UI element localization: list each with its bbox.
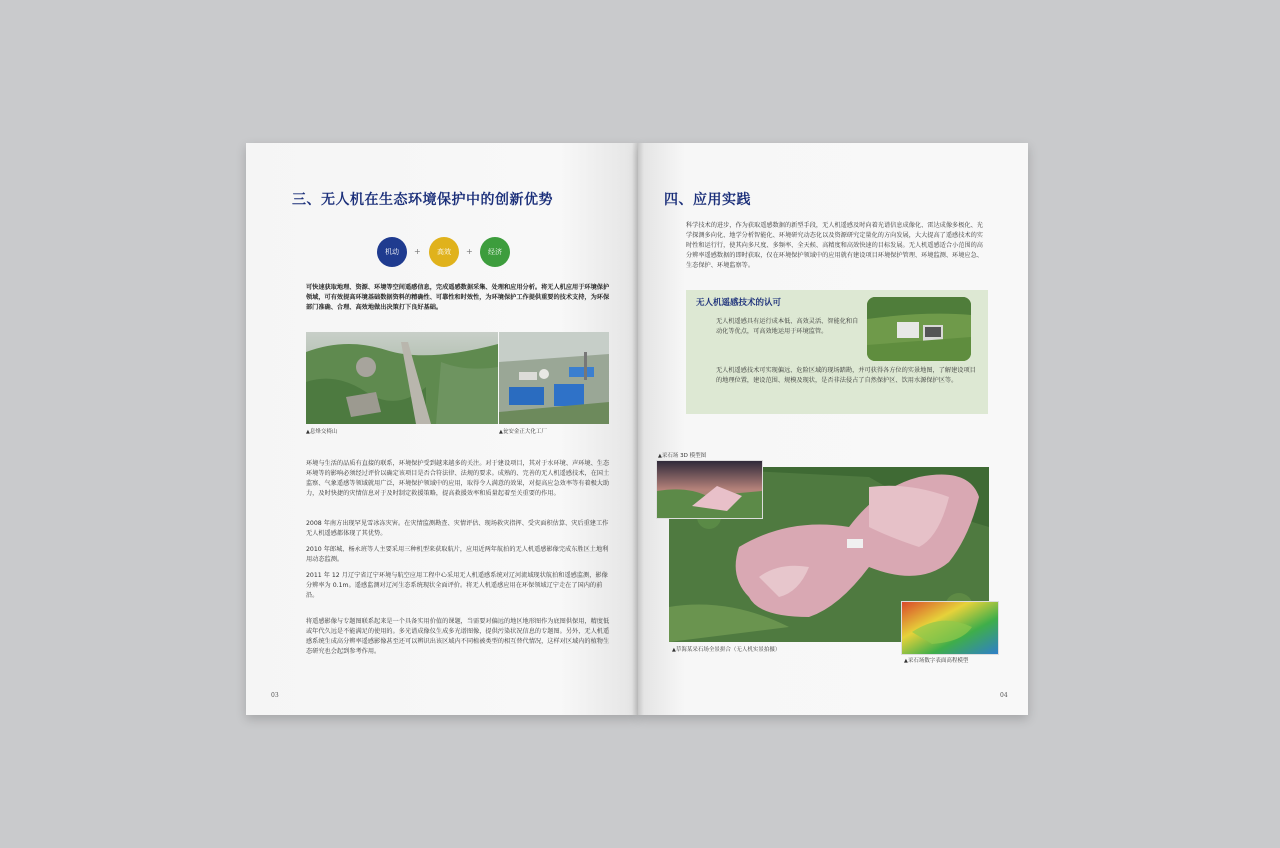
body-paragraph: 2011 年 12 月辽宁省辽宁环境与航空应用工程中心采用无人机遥感系统对辽河流域现状航拍和遥感监测，影像分辨率为 0.1m。遥感监测对辽河生态系统现状全面评价。将无人机遥感应用在环保领域辽宁走在了国内的前沿。 bbox=[306, 572, 608, 599]
plus-sign: + bbox=[414, 247, 421, 256]
building-aerial-photo bbox=[867, 297, 971, 361]
left-intro-text: 可快速获取地理、资源、环境等空间遥感信息，完成遥感数据采集、处理和应用分析。将无人机应用于环境保护领域，可有效提高环境基础数据资料的精确性、可靠性和时效性，为环境保护工作提供重要的技术支持，为环保部门准确、合理、高效地做出决策打下良好基础。 bbox=[306, 284, 610, 311]
page-number-right: 04 bbox=[1000, 692, 1008, 699]
plus-sign: + bbox=[466, 247, 473, 256]
aerial-photo-mountain bbox=[306, 332, 498, 424]
info-box-text: 无人机遥感具有运行成本低、高效灵活、智能化和自动化等优点，可高效地运用于环境监管。 bbox=[716, 318, 859, 335]
info-box bbox=[686, 290, 988, 414]
photo-caption-factory: ▲ 瓮安金正大化工厂 bbox=[499, 427, 547, 435]
quarry-dem-inset bbox=[901, 601, 999, 655]
left-page-title: 三、无人机在生态环境保护中的创新优势 bbox=[292, 192, 553, 208]
quarry-dem-caption: ▲ 采石场数字表面高程模型 bbox=[904, 656, 968, 664]
left-page bbox=[246, 143, 638, 715]
info-box-text: 无人机遥感技术可实现偏远、危险区域的现场踏勘，并可获得各方位的实景地图，了解建设项目的地理位置，建设范围、规模及现状，是否非法侵占了自然保护区、饮用水源保护区等。 bbox=[716, 367, 976, 384]
body-paragraph: 将遥感影像与专题图联系起来是一个具备实用价值的课题，当需要对偏远的地区地形图作为底图供保用，精度低或年代久远是不能满足的使用的。多光谱成像仪生成多光谱图像，提供污染状况信息的专题图。另外，无人机遥感系统生成高分辨率遥感影像甚至还可以辨识出该区域内不同植被类型的相互替代情况，这样对区域内的植物生态研究也会起到参考作用。 bbox=[306, 618, 610, 655]
quarry-panorama-caption: ▲ 草海某采石场全景拼合（无人机实景拍摄） bbox=[672, 645, 780, 653]
circle-economy: 经济 bbox=[480, 237, 510, 267]
body-paragraph: 2008 年南方出现罕见雪冰冻灾害。在灾情监测勘查、灾情评估、现场救灾指挥、受灾面积估算、灾后重建工作无人机遥感都体现了其优势。 bbox=[306, 520, 609, 537]
body-paragraph: 2010 年郎城、杨永班等人主要采用三种机型来获取航片，应用近两年航拍的无人机遥感影像完成东胜区土地利用动态监测。 bbox=[306, 546, 609, 563]
info-box-title: 无人机遥感技术的认可 bbox=[696, 298, 782, 308]
page-number-left: 03 bbox=[271, 692, 279, 699]
aerial-photo-factory bbox=[499, 332, 609, 424]
photo-caption-mountain: ▲ 息烽交椅山 bbox=[306, 427, 337, 435]
model-caption: ▲ 采石场 3D 模型图 bbox=[658, 451, 706, 459]
body-paragraph: 环境与生活的品质有直接的联系，环境保护受到越来越多的关注。对于建设项目，其对于水环境、声环境、生态环境等的影响必须经过评价以确定该项目是否合符法律、法规的要求。成熟的、完善的无人机遥感技术，在国土监察、气象遥感等领域就用广泛，环境保护领域中的应用，取得令人满意的效果，对提高应急效率等有着极大助力，及时快捷的灾情信息对于及时制定救援策略，提高救援效率和质量起着至关重要的作用。 bbox=[306, 460, 610, 497]
spine-shadow bbox=[632, 143, 644, 715]
circle-mobility: 机动 bbox=[377, 237, 407, 267]
right-intro-text: 科学技术的进步，作为获取遥感数据的新型手段，无人机遥感及时向着光谱信息成像化、雷达成像多极化、光学探测多向化、地学分析智能化、环境研究动态化以及资源研究定量化的方向发展，大大提高了遥感技术的实时性和运行行，使其向多尺度、多频率、全天候、高精度和高效快速的目标发展。无人机遥感适合小范围的高分辨率遥感数据的即时获取，仅在环境保护领域中的应用就有建设项目环境保护管理、环境监测、环境应急、生态保护、环境监察等。 bbox=[686, 222, 983, 269]
circle-efficiency: 高效 bbox=[429, 237, 459, 267]
quarry-3d-model-inset bbox=[656, 460, 763, 519]
right-page-title: 四、应用实践 bbox=[664, 192, 751, 208]
brochure-spread bbox=[246, 143, 1036, 721]
right-page bbox=[638, 143, 1028, 715]
